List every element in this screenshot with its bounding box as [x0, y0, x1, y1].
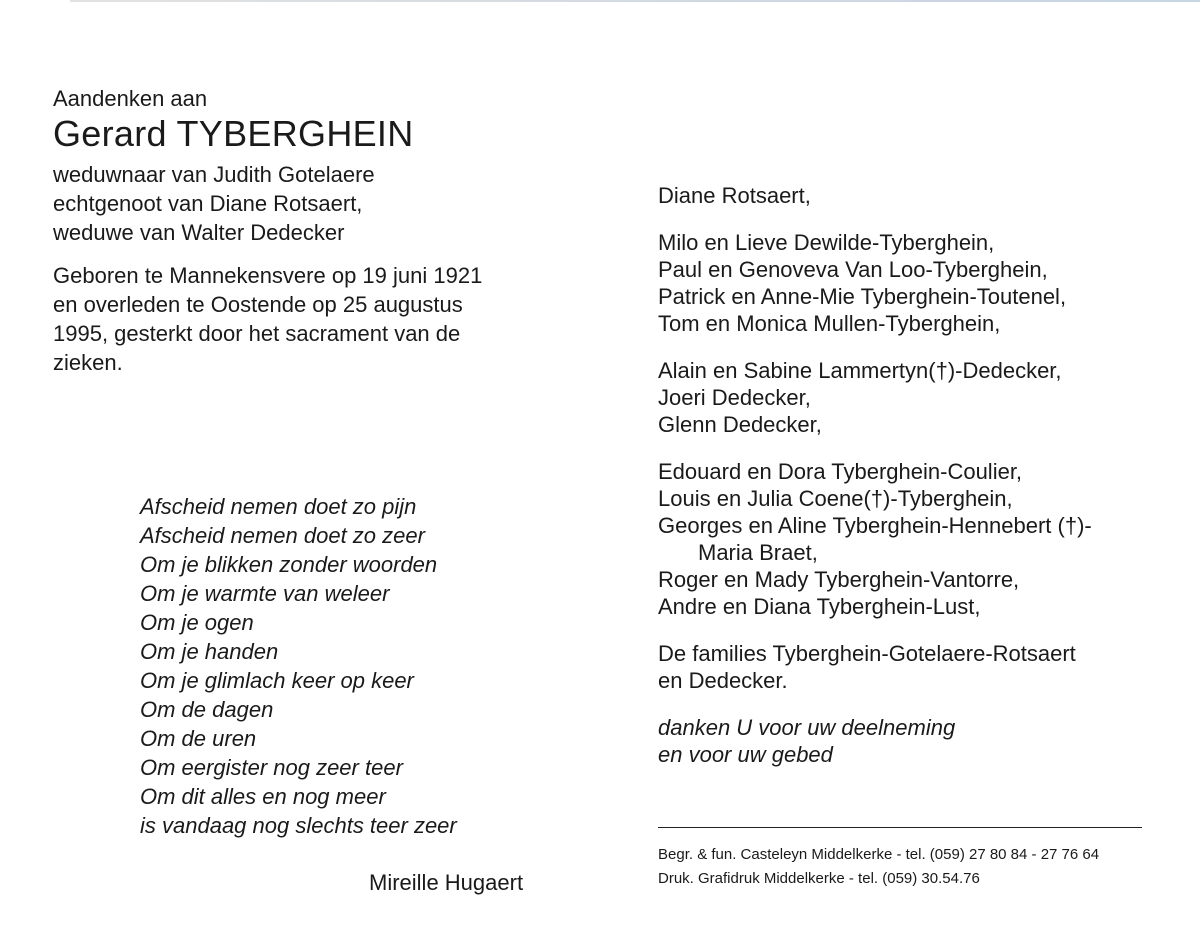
footer-divider [658, 827, 1142, 828]
biography [53, 261, 573, 377]
relation-line: echtgenoot van Diane Rotsaert, [53, 191, 363, 216]
bio-line: Geboren te Mannekensvere op 19 juni 1921 [53, 263, 483, 288]
deceased-name: Gerard TYBERGHEIN [53, 113, 414, 154]
funeral-info [658, 843, 1099, 891]
poem-line: Afscheid nemen doet zo pijn [140, 494, 417, 519]
family-line: Patrick en Anne-Mie Tyberghein-Toutenel, [658, 284, 1067, 309]
printer-line: Druk. Grafidruk Middelkerke - tel. (059) 30.54.76 [658, 870, 980, 887]
family-line: Maria Braet, [698, 540, 818, 565]
poem-line: is vandaag nog slechts teer zeer [140, 813, 457, 838]
bio-line: en overleden te Oostende op 25 augustus [53, 292, 463, 317]
bio-line: 1995, gesterkt door het sacrament van de [53, 321, 461, 346]
thanks-line: danken U voor uw deelneming [658, 715, 956, 740]
family-line: Tom en Monica Mullen-Tyberghein, [658, 311, 1001, 336]
spouse-group [658, 182, 1178, 209]
poem-line: Om eergister nog zeer teer [140, 755, 403, 780]
family-line: Georges en Aline Tyberghein-Hennebert (†)- [658, 513, 1092, 538]
right-column [658, 182, 1178, 788]
family-line: Milo en Lieve Dewilde-Tyberghein, [658, 230, 995, 255]
family-line: Glenn Dedecker, [658, 412, 822, 437]
remembrance-heading: Aandenken aan [53, 86, 208, 111]
relation-line: weduwnaar van Judith Gotelaere [53, 162, 375, 187]
poem-line: Om dit alles en nog meer [140, 784, 386, 809]
spouse-name: Diane Rotsaert, [658, 183, 811, 208]
children-group [658, 229, 1178, 337]
thanks-line: en voor uw gebed [658, 742, 833, 767]
poem-author: Mireille Hugaert [369, 870, 524, 895]
family-line: Louis en Julia Coene(†)-Tyberghein, [658, 486, 1013, 511]
poem-line: Om je ogen [140, 610, 254, 635]
relation-line: weduwe van Walter Dedecker [53, 220, 345, 245]
family-line: De families Tyberghein-Gotelaere-Rotsaert [658, 641, 1076, 666]
family-line: Edouard en Dora Tyberghein-Coulier, [658, 459, 1023, 484]
poem-line: Om je blikken zonder woorden [140, 552, 438, 577]
family-line: Roger en Mady Tyberghein-Vantorre, [658, 567, 1020, 592]
poem [140, 492, 580, 840]
poem-line: Afscheid nemen doet zo zeer [140, 523, 425, 548]
bio-line: zieken. [53, 350, 123, 375]
poem-line: Om de uren [140, 726, 257, 751]
family-line: Alain en Sabine Lammertyn(†)-Dedecker, [658, 358, 1062, 383]
family-line: Joeri Dedecker, [658, 385, 811, 410]
stepchildren-group [658, 357, 1178, 438]
relations [53, 160, 573, 247]
thanks-group [658, 714, 1178, 768]
poem-line: Om je handen [140, 639, 279, 664]
family-line: Andre en Diana Tyberghein-Lust, [658, 594, 981, 619]
poem-line: Om de dagen [140, 697, 274, 722]
left-column [53, 84, 573, 377]
funeral-home-line: Begr. & fun. Casteleyn Middelkerke - tel. (059) 27 80 84 - 27 76 64 [658, 846, 1100, 863]
families-group [658, 640, 1178, 694]
poem-line: Om je warmte van weleer [140, 581, 390, 606]
family-line: Paul en Genoveva Van Loo-Tyberghein, [658, 257, 1048, 282]
poem-line: Om je glimlach keer op keer [140, 668, 414, 693]
siblings-group [658, 458, 1178, 620]
top-divider [70, 0, 1200, 2]
family-line: en Dedecker. [658, 668, 788, 693]
